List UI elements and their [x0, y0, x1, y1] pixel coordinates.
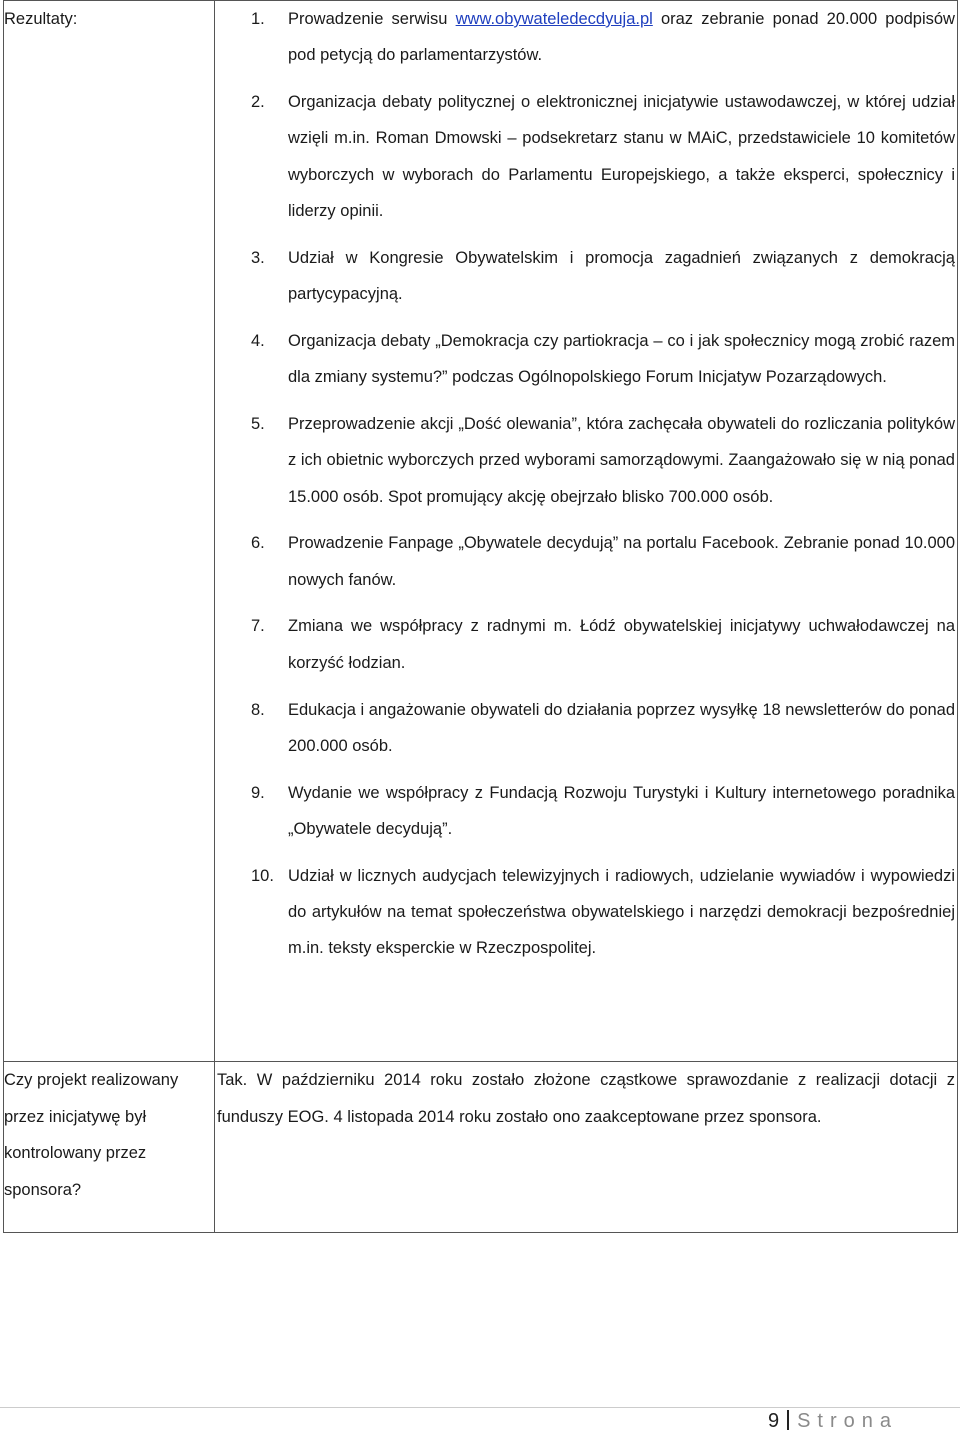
result-number: 8.: [251, 700, 265, 719]
result-item: [215, 608, 957, 681]
result-item: [215, 858, 957, 967]
result-number: 6.: [251, 534, 265, 553]
result-number: 7.: [251, 617, 265, 636]
result-text-after: oraz zebranie ponad 20.000 podpisów pod petycją do parlamentarzystów.: [288, 10, 955, 65]
page-footer: [768, 1410, 898, 1433]
result-item: [215, 406, 957, 515]
result-item: [215, 84, 957, 229]
sponsor-control-question: Czy projekt realizowany przez inicjatywę był kontrolowany przez sponsora?: [4, 1062, 215, 1233]
sponsor-control-answer: Tak. W październiku 2014 roku zostało złożone cząstkowe sprawozdanie z realizacji dotacji z funduszy EOG. 4 listopada 2014 roku zostało ono zaakceptowane przez sponsora.: [217, 1071, 955, 1126]
result-text: Edukacja i angażowanie obywateli do działania poprzez wysyłkę 18 newsletterów do ponad 200.000 osób.: [288, 700, 955, 755]
results-list: [215, 1, 957, 967]
result-number: 10.: [251, 866, 274, 885]
sponsor-control-cell: [215, 1062, 958, 1233]
result-text: Organizacja debaty „Demokracja czy partiokracja – co i jak społecznicy mogą zrobić razem dla zmiany systemu?” podczas Ogólnopolskiego Forum Inicjatyw Pozarządowych.: [288, 331, 955, 387]
result-item: [215, 775, 957, 848]
result-number: 2.: [251, 93, 265, 112]
result-text: Zmiana we współpracy z radnymi m. Łódź obywatelskiej inicjatywy uchwałodawczej na korzyść łodzian.: [288, 617, 955, 672]
results-label: Rezultaty:: [4, 1, 215, 1062]
result-text: Prowadzenie Fanpage „Obywatele decydują” na portalu Facebook. Zebranie ponad 10.000 nowych fanów.: [288, 534, 955, 589]
result-item: [215, 323, 957, 396]
page-number: 9: [767, 1410, 780, 1432]
footer-divider: [0, 1407, 960, 1408]
result-number: 5.: [251, 414, 265, 433]
page-word: Strona: [797, 1410, 898, 1432]
results-row: [4, 1, 958, 1062]
result-item: [215, 525, 957, 598]
website-link[interactable]: www.obywateledecdyuja.pl: [455, 10, 653, 28]
result-number: 3.: [251, 248, 265, 267]
result-item: [215, 692, 957, 765]
result-item: [215, 1, 957, 74]
result-number: 9.: [251, 783, 265, 802]
result-number: 4.: [251, 331, 265, 350]
result-text: Wydanie we współpracy z Fundacją Rozwoju Turystyki i Kultury internetowego poradnika „Obywatele decydują”.: [288, 783, 955, 838]
result-number: 1.: [251, 10, 265, 28]
result-text: Przeprowadzenie akcji „Dość olewania”, która zachęcała obywateli do rozliczania polityków z ich obietnic wyborczych przed wyborami samorządowymi. Zaangażowało się w nią ponad 15.000 osób. Spot promujący akcję obejrzało blisko 700.000 osób.: [288, 414, 955, 506]
report-table: [3, 0, 958, 1233]
sponsor-control-row: [4, 1062, 958, 1233]
results-cell: [215, 1, 958, 1062]
footer-separator: [787, 1410, 789, 1430]
result-item: [215, 240, 957, 313]
result-text: Organizacja debaty politycznej o elektronicznej inicjatywie ustawodawczej, w której udział wzięli m.in. Roman Dmowski – podsekretarz stanu w MAiC, przedstawiciele 10 komitetów wyborczych w wyborach do Parlamentu Europejskiego, a także eksperci, społecznicy i liderzy opinii.: [288, 93, 955, 220]
result-text: Udział w licznych audycjach telewizyjnych i radiowych, udzielanie wywiadów i wypowiedzi do artykułów na temat społeczeństwa obywatelskiego i narzędzi demokracji bezpośredniej m.in. teksty eksperckie w Rzeczpospolitej.: [288, 866, 955, 958]
result-text: Prowadzenie serwisu: [288, 10, 456, 28]
result-text: Udział w Kongresie Obywatelskim i promocja zagadnień związanych z demokracją partycypacyjną.: [288, 248, 955, 304]
